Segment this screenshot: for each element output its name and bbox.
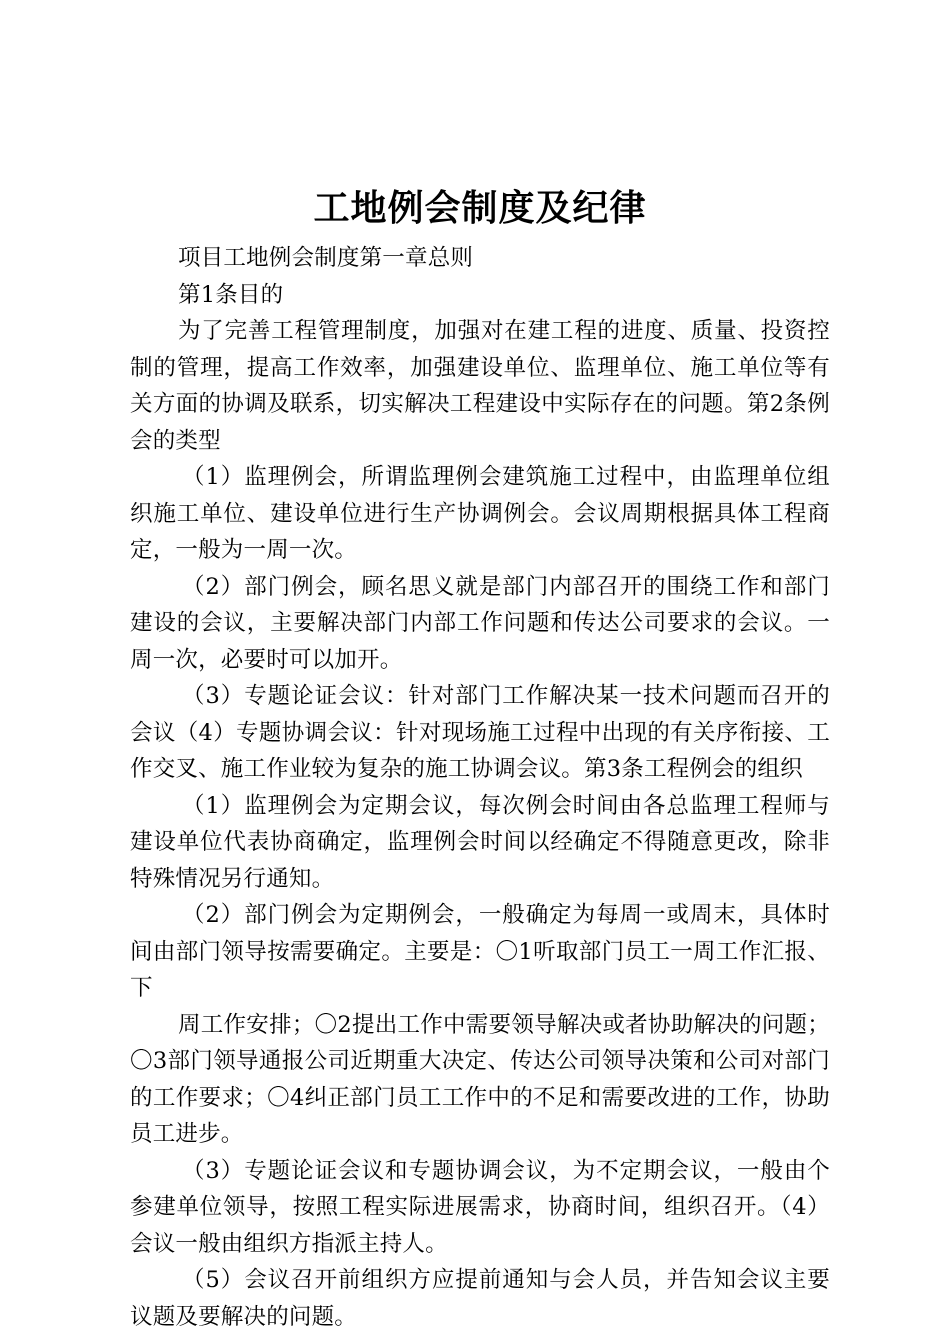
paragraph-article-1-heading: 第1条目的 xyxy=(178,281,284,308)
paragraph-supervision-schedule: （1）监理例会为定期会议，每次例会时间由各总监理工程师与建设单位代表协商确定，监理例会时间以经确定不得随意更改，除非特殊情况另行通知。 xyxy=(130,792,830,892)
paragraph-purpose: 为了完善工程管理制度，加强对在建工程的进度、质量、投资控制的管理，提高工作效率，加强建设单位、监理单位、施工单位等有关方面的协调及联系，切实解决工程建设中实际存在的问题。第2条例会的类型 xyxy=(130,318,830,454)
document-title: 工地例会制度及纪律 xyxy=(313,187,647,229)
document-page xyxy=(130,178,830,1335)
paragraph-supervision-meeting: （1）监理例会，所谓监理例会建筑施工过程中，由监理单位组织施工单位、建设单位进行生产协调例会。会议周期根据具体工程商定，一般为一周一次。 xyxy=(130,464,830,563)
paragraph-special-meetings: （3）专题论证会议：针对部门工作解决某一技术问题而召开的会议（4）专题协调会议：针对现场施工过程中出现的有关序衔接、工作交叉、施工作业较为复杂的施工协调会议。第3条工程例会的组织 xyxy=(130,683,830,782)
paragraph-department-schedule: （2）部门例会为定期例会，一般确定为每周一或周末，具体时间由部门领导按需要确定。主要是：〇1听取部门员工一周工作汇报、下 xyxy=(130,902,830,1001)
paragraph-special-meeting-organization: （3）专题论证会议和专题协调会议，为不定期会议，一般由个参建单位领导，按照工程实际进展需求，协商时间，组织召开。（4）会议一般由组织方指派主持人。 xyxy=(130,1157,830,1257)
paragraph-chapter-heading: 项目工地例会制度第一章总则 xyxy=(178,245,474,271)
paragraph-department-agenda: 周工作安排；〇2提出工作中需要领导解决或者协助解决的问题；〇3部门领导通报公司近期重大决定、传达公司领导决策和公司对部门的工作要求；〇4纠正部门员工工作中的不足和需要改进的工作，协助员工进步。 xyxy=(130,1011,830,1147)
paragraph-department-meeting: （2）部门例会，顾名思义就是部门内部召开的围绕工作和部门建设的会议，主要解决部门内部工作问题和传达公司要求的会议。一周一次，必要时可以加开。 xyxy=(130,573,830,673)
paragraph-meeting-notice: （5）会议召开前组织方应提前通知与会人员，并告知会议主要议题及要解决的问题。 xyxy=(130,1267,830,1330)
